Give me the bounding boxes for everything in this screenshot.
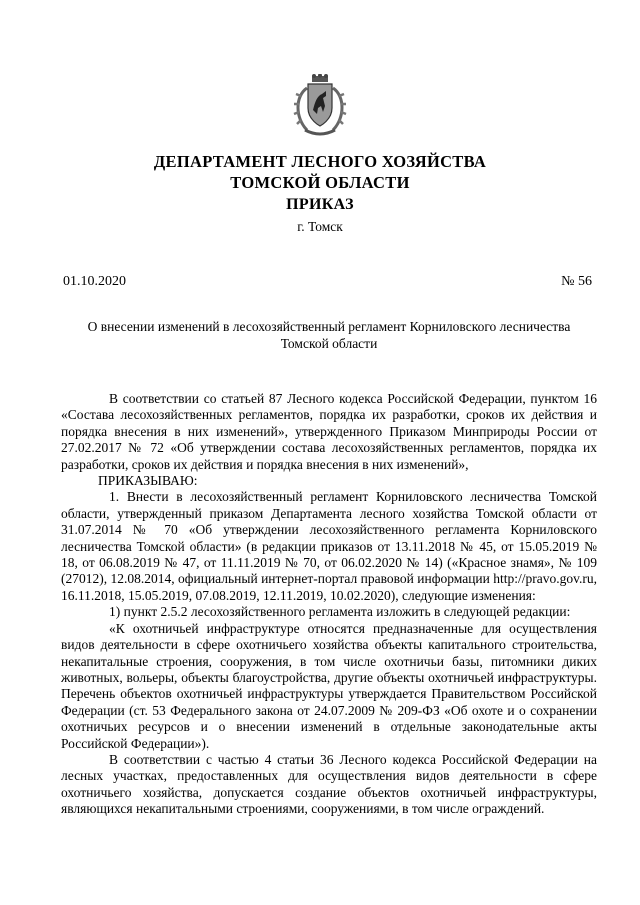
document-subject xyxy=(60,318,598,352)
document-body xyxy=(61,391,597,818)
subclause-1-paragraph: 1) пункт 2.5.2 лесохозяйственного регламента изложить в следующей редакции: xyxy=(109,604,571,620)
closing-paragraph: В соответствии с частью 4 статьи 36 Лесного кодекса Российской Федерации на лесных участках, предоставленных для осуществления видов деятельности в сфере охотничьего хозяйства, допускается создание объектов охотничьей инфраструктуры, являющихся некапитальными строениями, сооружениями, в том числе ограждений. xyxy=(61,751,597,817)
organization-name-line2: ТОМСКОЙ ОБЛАСТИ xyxy=(230,173,410,192)
quoted-text-paragraph: «К охотничьей инфраструктуре относятся предназначенные для осуществления видов деятельности в сфере охотничьего хозяйства объекты капитального строительства, некапитальные строения, сооружения, в том числе охотничьи базы, питомники диких животных, вольеры, объекты благоустройства, другие объекты охотничьей инфраструктуры. Перечень объектов охотничьей инфраструктуры утверждается Правительством Российской Федерации (ст. 53 Федерального закона от 24.07.2009 № 209-ФЗ «Об охоте и о сохранении охотничьих ресурсов и о внесении изменений в отдельные законодательные акты Российской Федерации»). xyxy=(61,620,597,751)
coat-of-arms-emblem xyxy=(293,74,347,138)
organization-name-line1: ДЕПАРТАМЕНТ ЛЕСНОГО ХОЗЯЙСТВА xyxy=(153,152,487,171)
subject-line-1: О внесении изменений в лесохозяйственный регламент Корниловского лесничества xyxy=(87,319,571,334)
subject-line-2: Томской области xyxy=(280,336,378,351)
document-number: № 56 xyxy=(561,274,592,289)
document-type-title: ПРИКАЗ xyxy=(286,196,354,213)
order-word: ПРИКАЗЫВАЮ: xyxy=(98,473,198,489)
preamble-paragraph: В соответствии со статьей 87 Лесного кодекса Российской Федерации, пунктом 16 «Состава лесохозяйственных регламентов, порядка их разработки, сроков их действия и порядка внесения в них изменений», утвержденного Приказом Минприроды России от 27.02.2017 № 72 «Об утверждении состава лесохозяйственных регламентов, порядка их разработки, сроков их действия и порядка внесения в них изменений», xyxy=(61,391,597,472)
document-city: г. Томск xyxy=(297,219,343,234)
clause-1-paragraph: 1. Внести в лесохозяйственный регламент Корниловского лесничества Томской области, утвержденный приказом Департамента лесного хозяйства Томской области от 31.07.2014 № 70 «Об утверждении лесохозяйственного регламента Корниловского лесничества Томской области» (в редакции приказов от 13.11.2018 № 45, от 15.05.2019 № 18, от 06.08.2019 № 47, от 11.11.2019 № 70, от 06.02.2020 № 14) («Красное знамя», № 109 (27012), 12.08.2014, официальный интернет-портал правовой информации http://pravo.gov.ru, 16.11.2018, 15.05.2019, 07.08.2019, 12.11.2019, 10.02.2020), следующие изменения: xyxy=(61,489,597,603)
document-date: 01.10.2020 xyxy=(63,274,126,289)
